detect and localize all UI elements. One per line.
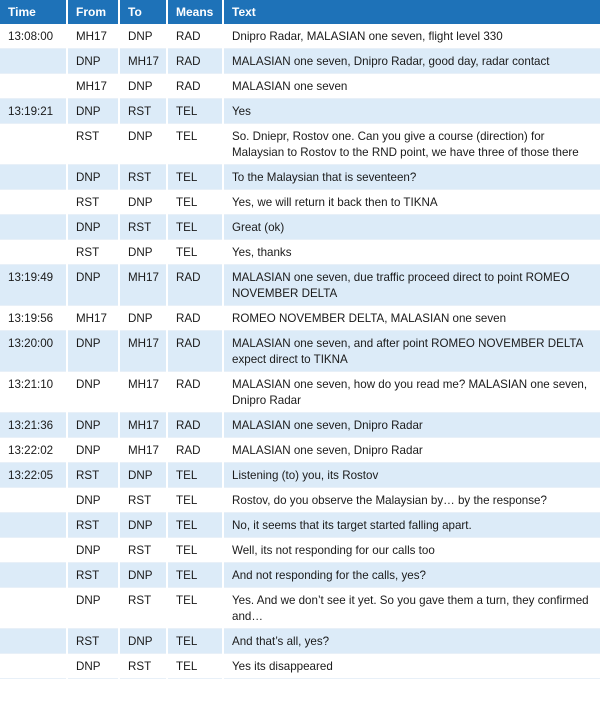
cell-means: RAD [167, 331, 223, 372]
cell-to: MH17 [119, 331, 167, 372]
cell-from: DNP [67, 488, 119, 513]
table-row [0, 99, 600, 124]
table-row [0, 124, 600, 165]
cell-to: MH17 [119, 372, 167, 413]
table-row [0, 438, 600, 463]
cell-from: RST [67, 240, 119, 265]
cell-from: RST [67, 563, 119, 588]
cell-to: DNP [119, 629, 167, 654]
cell-text: Great (ok) [223, 215, 600, 240]
table-row [0, 654, 600, 679]
cell-from: DNP [67, 165, 119, 190]
cell-time: 13:19:21 [0, 99, 67, 124]
cell-time: 13:21:36 [0, 413, 67, 438]
cell-text: Yes [223, 99, 600, 124]
cell-text: MALASIAN one seven, Dnipro Radar [223, 438, 600, 463]
cell-to: DNP [119, 513, 167, 538]
cell-time [0, 588, 67, 629]
cell-text: MALASIAN one seven, Dnipro Radar [223, 413, 600, 438]
cell-time: 13:20:00 [0, 331, 67, 372]
table-row [0, 331, 600, 372]
table-row [0, 190, 600, 215]
table-header [0, 0, 600, 24]
cell-means: RAD [167, 74, 223, 99]
cell-means: RAD [167, 265, 223, 306]
cell-time [0, 488, 67, 513]
cell-from: MH17 [67, 74, 119, 99]
cell-time: 13:22:02 [0, 438, 67, 463]
cell-time [0, 629, 67, 654]
cell-to: MH17 [119, 413, 167, 438]
cell-text: So. Dniepr, Rostov one. Can you give a course (direction) for Malaysian to Rostov to the RND point, we have three of those there [223, 124, 600, 165]
cell-time [0, 538, 67, 563]
cell-to: MH17 [119, 49, 167, 74]
cell-means: TEL [167, 563, 223, 588]
cell-from: DNP [67, 99, 119, 124]
cell-to: RST [119, 488, 167, 513]
table-row [0, 215, 600, 240]
table-row [0, 49, 600, 74]
cell-text: Dnipro Radar, MALASIAN one seven, flight level 330 [223, 24, 600, 49]
table-row [0, 463, 600, 488]
cell-means: TEL [167, 99, 223, 124]
cell-from: DNP [67, 538, 119, 563]
cell-from: RST [67, 629, 119, 654]
cell-means: RAD [167, 413, 223, 438]
cell-from: DNP [67, 372, 119, 413]
table-row [0, 588, 600, 629]
table-row [0, 513, 600, 538]
header-text: Text [223, 0, 600, 24]
cell-time: 13:19:49 [0, 265, 67, 306]
cell-to: DNP [119, 24, 167, 49]
table-row [0, 413, 600, 438]
cell-means: TEL [167, 538, 223, 563]
cell-from: DNP [67, 438, 119, 463]
table-row [0, 74, 600, 99]
table-row [0, 240, 600, 265]
table-body [0, 24, 600, 679]
header-to: To [119, 0, 167, 24]
cell-time: 13:22:05 [0, 463, 67, 488]
table-row [0, 265, 600, 306]
table-row [0, 538, 600, 563]
cell-time [0, 654, 67, 679]
cell-text: MALASIAN one seven, and after point ROMEO NOVEMBER DELTA expect direct to TIKNA [223, 331, 600, 372]
cell-from: DNP [67, 413, 119, 438]
cell-means: TEL [167, 124, 223, 165]
cell-text: Yes, thanks [223, 240, 600, 265]
cell-to: RST [119, 538, 167, 563]
cell-text: MALASIAN one seven, how do you read me? MALASIAN one seven, Dnipro Radar [223, 372, 600, 413]
header-time: Time [0, 0, 67, 24]
cell-text: And not responding for the calls, yes? [223, 563, 600, 588]
cell-from: MH17 [67, 306, 119, 331]
cell-from: RST [67, 124, 119, 165]
cell-text: To the Malaysian that is seventeen? [223, 165, 600, 190]
cell-means: TEL [167, 588, 223, 629]
cell-from: DNP [67, 49, 119, 74]
cell-means: TEL [167, 165, 223, 190]
cell-to: DNP [119, 124, 167, 165]
cell-means: TEL [167, 463, 223, 488]
cell-from: RST [67, 513, 119, 538]
cell-to: DNP [119, 74, 167, 99]
cell-to: DNP [119, 240, 167, 265]
header-means: Means [167, 0, 223, 24]
cell-time [0, 563, 67, 588]
cell-means: RAD [167, 438, 223, 463]
cell-time [0, 124, 67, 165]
cell-means: TEL [167, 215, 223, 240]
cell-to: RST [119, 165, 167, 190]
table-row [0, 488, 600, 513]
cell-to: DNP [119, 563, 167, 588]
cell-time [0, 215, 67, 240]
cell-means: TEL [167, 488, 223, 513]
cell-means: RAD [167, 49, 223, 74]
cell-to: DNP [119, 463, 167, 488]
cell-time [0, 49, 67, 74]
table-row [0, 24, 600, 49]
cell-time: 13:08:00 [0, 24, 67, 49]
cell-from: DNP [67, 215, 119, 240]
cell-means: TEL [167, 190, 223, 215]
table-row [0, 165, 600, 190]
cell-to: RST [119, 654, 167, 679]
cell-text: Yes. And we don’t see it yet. So you gave them a turn, they confirmed and… [223, 588, 600, 629]
cell-from: DNP [67, 654, 119, 679]
table-row [0, 306, 600, 331]
cell-means: RAD [167, 24, 223, 49]
table-row [0, 563, 600, 588]
table-row [0, 629, 600, 654]
cell-to: RST [119, 99, 167, 124]
cell-to: RST [119, 215, 167, 240]
cell-from: DNP [67, 588, 119, 629]
cell-from: DNP [67, 265, 119, 306]
cell-to: RST [119, 588, 167, 629]
cell-means: TEL [167, 629, 223, 654]
header-row [0, 0, 600, 24]
cell-to: DNP [119, 190, 167, 215]
cell-time [0, 240, 67, 265]
cell-text: And that’s all, yes? [223, 629, 600, 654]
cell-text: Yes its disappeared [223, 654, 600, 679]
cell-text: MALASIAN one seven, due traffic proceed direct to point ROMEO NOVEMBER DELTA [223, 265, 600, 306]
cell-text: Well, its not responding for our calls too [223, 538, 600, 563]
cell-time [0, 513, 67, 538]
cell-text: Yes, we will return it back then to TIKNA [223, 190, 600, 215]
cell-text: Listening (to) you, its Rostov [223, 463, 600, 488]
cell-means: TEL [167, 654, 223, 679]
cell-means: RAD [167, 372, 223, 413]
cell-to: DNP [119, 306, 167, 331]
cell-means: TEL [167, 513, 223, 538]
cell-to: MH17 [119, 438, 167, 463]
cell-means: TEL [167, 240, 223, 265]
cell-from: MH17 [67, 24, 119, 49]
cell-to: MH17 [119, 265, 167, 306]
header-from: From [67, 0, 119, 24]
cell-time: 13:21:10 [0, 372, 67, 413]
cell-text: ROMEO NOVEMBER DELTA, MALASIAN one seven [223, 306, 600, 331]
table-row [0, 372, 600, 413]
cell-text: MALASIAN one seven [223, 74, 600, 99]
cell-time [0, 165, 67, 190]
cell-time: 13:19:56 [0, 306, 67, 331]
cell-from: DNP [67, 331, 119, 372]
cell-text: MALASIAN one seven, Dnipro Radar, good day, radar contact [223, 49, 600, 74]
cell-text: Rostov, do you observe the Malaysian by… by the response? [223, 488, 600, 513]
cell-from: RST [67, 190, 119, 215]
cell-text: No, it seems that its target started falling apart. [223, 513, 600, 538]
cell-means: RAD [167, 306, 223, 331]
cell-from: RST [67, 463, 119, 488]
cell-time [0, 190, 67, 215]
cell-time [0, 74, 67, 99]
